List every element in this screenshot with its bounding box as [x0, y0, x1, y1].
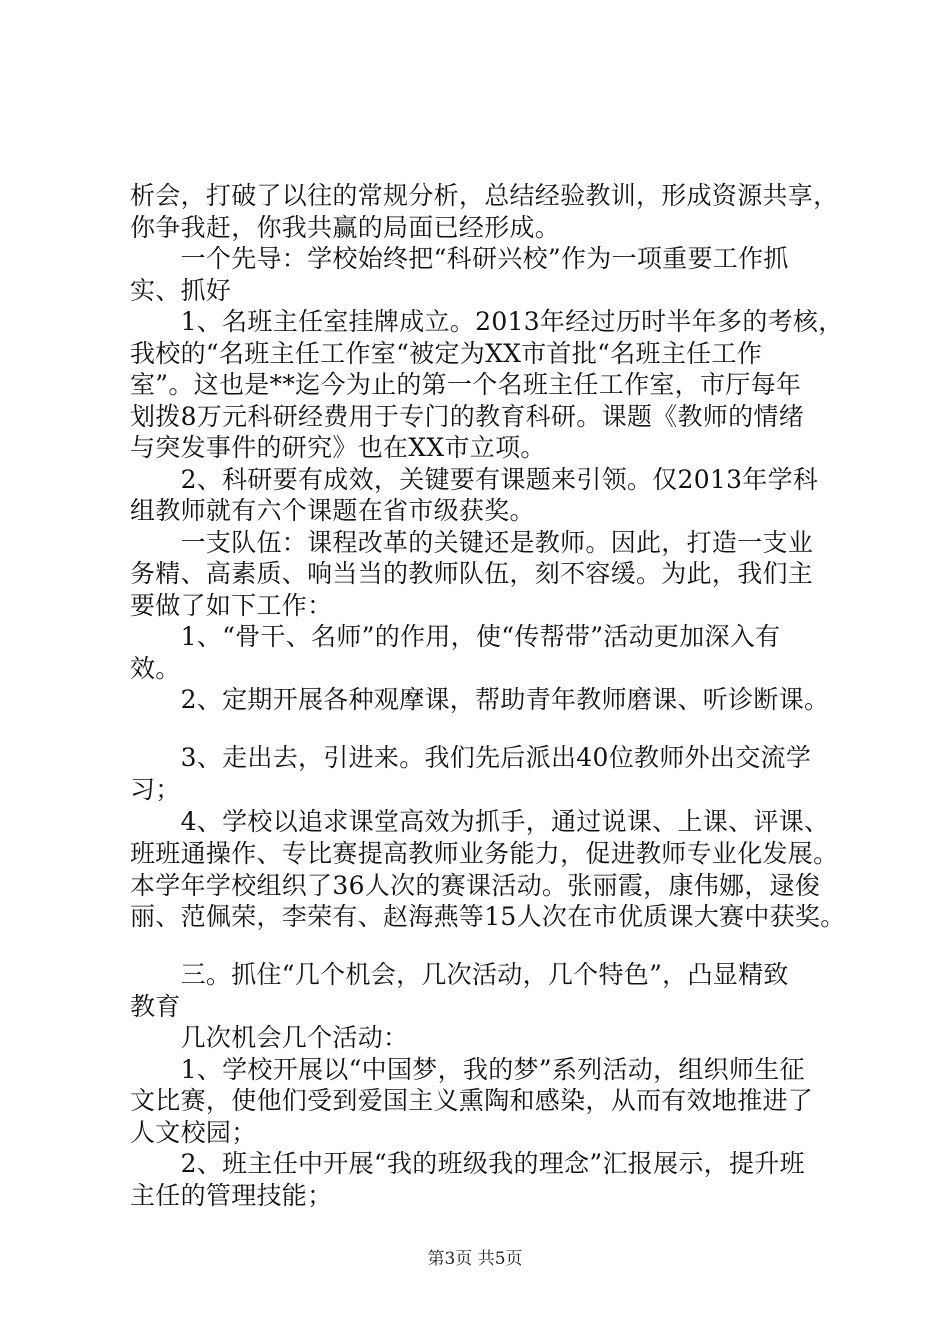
paragraph-line: 务精、高素质、响当当的教师队伍，刻不容缓。为此，我们主	[130, 559, 814, 588]
paragraph-line: 与突发事件的研究》也在XX市立项。	[130, 433, 546, 462]
paragraph-line: 班班通操作、专比赛提高教师业务能力，促进教师专业化发展。	[130, 839, 839, 868]
paragraph-line: 析会，打破了以往的常规分析，总结经验教训，形成资源共享，	[130, 181, 839, 210]
paragraph-line: 组教师就有六个课题在省市级获奖。	[130, 496, 535, 525]
paragraph-line: 划拨8万元科研经费用于专门的教育科研。课题《教师的情绪	[130, 402, 805, 431]
paragraph-line: 2、定期开展各种观摩课，帮助青年教师磨课、听诊断课。	[130, 685, 830, 714]
paragraph-line: 实、抓好	[130, 276, 232, 305]
paragraph-line: 1、学校开展以“中国梦，我的梦”系列活动，组织师生征	[130, 1055, 805, 1084]
paragraph-line: 三。抓住“几个机会，几次活动，几个特色”，凸显精致	[130, 960, 789, 989]
paragraph-line: 一支队伍：课程改革的关键还是教师。因此，打造一支业	[130, 528, 814, 557]
paragraph-line: 你争我赶，你我共赢的局面已经形成。	[130, 213, 561, 242]
page-number-footer: 第3页 共5页	[427, 1249, 523, 1269]
paragraph-line: 几次机会几个活动：	[130, 1023, 409, 1052]
paragraph-line: 1、“骨干、名师”的作用，使“传帮带”活动更加深入有	[130, 622, 781, 651]
paragraph-line: 文比赛，使他们受到爱国主义熏陶和感染，从而有效地推进了	[130, 1086, 814, 1115]
paragraph-line: 一个先导：学校始终把“科研兴校”作为一项重要工作抓	[130, 244, 789, 273]
paragraph-line: 丽、范佩荣，李荣有、赵海燕等15人次在市优质课大赛中获奖。	[130, 902, 846, 931]
paragraph-line: 效。	[130, 654, 181, 683]
paragraph-line: 习；	[130, 775, 181, 804]
paragraph-line: 人文校园；	[130, 1118, 257, 1147]
paragraph-line: 1、名班主任室挂牌成立。2013年经过历时半年多的考核，	[130, 307, 844, 336]
paragraph-line: 2、科研要有成效，关键要有课题来引领。仅2013年学科	[130, 465, 819, 494]
paragraph-line: 我校的“名班主任工作室“被定为XX市首批“名班主任工作	[130, 339, 763, 368]
paragraph-line: 4、学校以追求课堂高效为抓手，通过说课、上课、评课、	[130, 807, 830, 836]
paragraph-line: 教育	[130, 992, 181, 1021]
paragraph-line: 室”。这也是**迄今为止的第一个名班主任工作室，市厅每年	[130, 370, 802, 399]
paragraph-line: 要做了如下工作：	[130, 591, 333, 620]
paragraph-line: 主任的管理技能；	[130, 1181, 333, 1210]
paragraph-line: 2、班主任中开展“我的班级我的理念”汇报展示，提升班	[130, 1149, 805, 1178]
paragraph-line: 3、走出去，引进来。我们先后派出40位教师外出交流学	[130, 743, 812, 772]
paragraph-line: 本学年学校组织了36人次的赛课活动。张丽霞，康伟娜，逯俊	[130, 871, 821, 900]
